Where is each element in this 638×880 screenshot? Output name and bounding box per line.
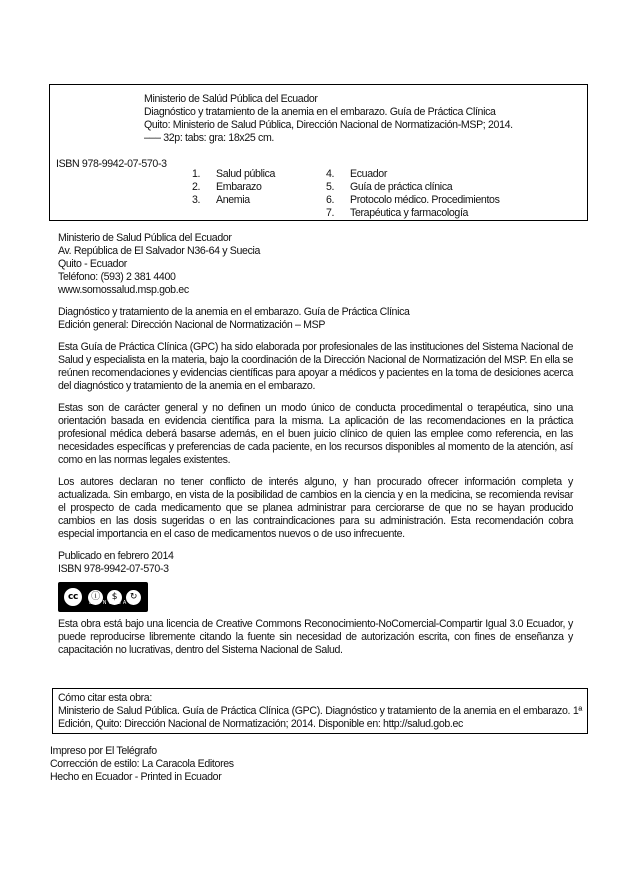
publication-date: Publicado en febrero 2014: [58, 550, 174, 562]
publication-isbn: ISBN 978-9942-07-570-3: [58, 563, 169, 575]
cc-badge-text: BY NC SA: [89, 600, 129, 606]
publication-block: [58, 550, 573, 576]
citation-heading: Cómo citar esta obra:: [58, 692, 152, 704]
edition-title: Diagnóstico y tratamiento de la anemia en el embarazo. Guía de Práctica Clínica: [58, 306, 410, 318]
license-text: Esta obra está bajo una licencia de Creative Commons Reconocimiento-NoComercial-Compartir Igual 3.0 Ecuador, y puede reproducirse libremente citando la fuente sin necesidad de autorización escrita, con fines de enseñanza y capacitación no lucrativas, dentro del Sistema Nacional de Salud.: [58, 618, 573, 656]
catalog-isbn: ISBN 978-9942-07-570-3: [56, 158, 167, 170]
contact-block: [58, 232, 573, 297]
attribution-icon: ⓘ: [87, 589, 104, 606]
contact-address: Av. República de El Salvador N36-64 y Suecia: [58, 245, 261, 257]
cc-license-badge: [58, 582, 148, 612]
sharealike-icon: ↻: [125, 589, 142, 606]
subject-item: 4. Ecuador: [326, 168, 388, 180]
subjects-left: [192, 168, 275, 207]
citation-text: Ministerio de Salud Pública. Guía de Práctica Clínica (GPC). Diagnóstico y tratamiento de la anemia en el embarazo. 1ª Edición, Quito: Dirección Nacional de Normatización; 2014. Disponible en: http://salud.gob.ec: [58, 705, 582, 730]
edition-block: [58, 306, 573, 332]
subject-item: 5. Guía de práctica clínica: [326, 181, 453, 193]
paragraph-general: Estas son de carácter general y no definen un modo único de conducta procedimental o terapéutica, sino una orientación basada en evidencia científica para la misma. La aplicación de las recomendaciones en la práctica profesional médica deberá basarse además, en el buen juicio clínico de quien las emplee como referencia, en las necesidades específicas y preferencias de cada paciente, en los recursos disponibles al momento de la atención, así como en las normas legales existentes.: [58, 402, 573, 466]
contact-phone: Teléfono: (593) 2 381 4400: [58, 271, 176, 283]
contact-org: Ministerio de Salud Pública del Ecuador: [58, 232, 232, 244]
noncommercial-icon: $: [106, 589, 123, 606]
contact-city: Quito - Ecuador: [58, 258, 127, 270]
catalog-physical: ––– 32p: tabs: gra: 18x25 cm.: [144, 132, 275, 144]
catalog-title: Diagnóstico y tratamiento de la anemia en el embarazo. Guía de Práctica Clínica: [144, 106, 496, 118]
style-correction: Corrección de estilo: La Caracola Editores: [50, 758, 234, 770]
subject-item: 1. Salud pública: [192, 168, 276, 180]
catalog-author: Ministerio de Salúd Pública del Ecuador: [144, 93, 318, 105]
printer-name: Impreso por El Telégrafo: [50, 745, 157, 757]
paragraph-authors: Los autores declaran no tener conflicto de interés alguno, y han procurado ofrecer información completa y actualizada. Sin embargo, en vista de la posibilidad de cambios en la ciencia y en la medicina, se recomienda revisar el prospecto de cada medicamento que se planea administrar para cerciorarse de que no se hayan producido cambios en las dosis sugeridas o en las contraindicaciones para su administración. Esta recomendación cobra especial importancia en el caso de medicamentos nuevos o de uso infrecuente.: [58, 476, 573, 540]
subject-item: 3. Anemia: [192, 194, 250, 206]
citation-box: [52, 688, 588, 734]
catalog-card: [49, 84, 588, 221]
catalog-imprint: Quito: Ministerio de Salud Pública, Dirección Nacional de Normatización-MSP; 2014.: [144, 119, 513, 131]
subject-item: 7. Terapéutica y farmacología: [326, 207, 469, 219]
subjects-right: [326, 168, 500, 220]
subject-item: 2. Embarazo: [192, 181, 262, 193]
paragraph-gpc: Esta Guía de Práctica Clínica (GPC) ha sido elaborada por profesionales de las instituciones del Sistema Nacional de Salud y especialista en la materia, bajo la coordinación de la Dirección Nacional de Normatización del MSP. En ella se reúnen recomendaciones y evidencias científicas para apoyar a médicos y pacientes en la toma de desiciones acerca del diagnóstico y tratamiento de la anemia en el embarazo.: [58, 341, 573, 392]
printing-block: [50, 745, 234, 784]
catalog-header: [144, 93, 584, 145]
edition-editor: Edición general: Dirección Nacional de Normatización – MSP: [58, 319, 326, 331]
subject-item: 6. Protocolo médico. Procedimientos: [326, 194, 500, 206]
made-in: Hecho en Ecuador - Printed in Ecuador: [50, 771, 222, 783]
info-section: [58, 232, 573, 657]
contact-web: www.somossalud.msp.gob.ec: [58, 284, 189, 296]
creative-commons-icon: cc: [62, 586, 84, 608]
